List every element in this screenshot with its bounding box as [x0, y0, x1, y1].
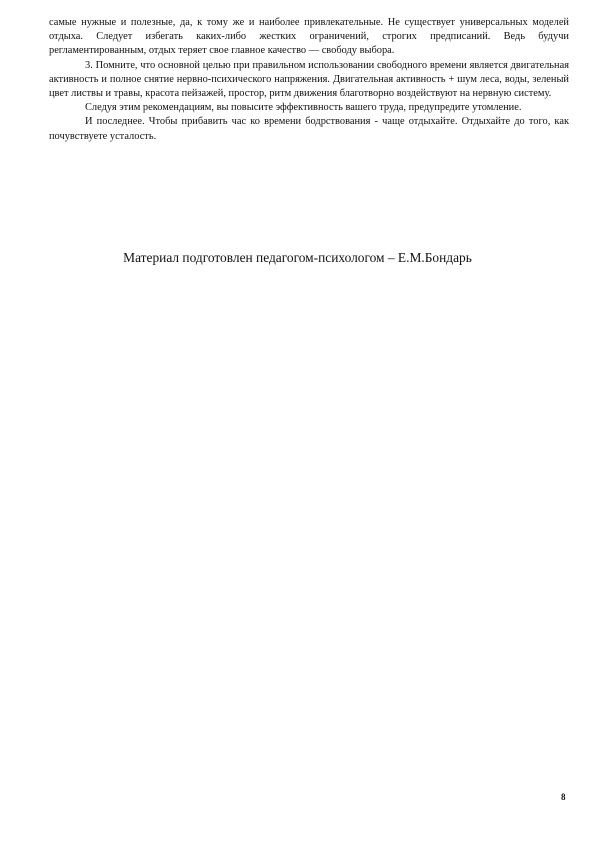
paragraph-final-advice: И последнее. Чтобы прибавить час ко времени бодрствования - чаще отдыхайте. Отдыхайте до того, как почувствуете усталость. — [49, 116, 569, 142]
page-number: 8 — [561, 792, 566, 802]
author-signature: Материал подготовлен педагогом-психологом – Е.М.Бондарь — [123, 250, 472, 265]
paragraph-continuation: самые нужные и полезные, да, к тому же и наиболее привлекательные. Не существует универсальных моделей отдыха. Следует избегать каких-либо жестких ограничений, строгих предписаний. Ведь будучи регламентированным, отдых теряет свое главное качество — свободу выбора. — [49, 17, 569, 57]
body-text — [49, 16, 569, 144]
paragraph-tip-3: 3. Помните, что основной целью при правильном использовании свободного времени является двигательная активность и полное снятие нервно-психического напряжения. Двигательная активность + шум леса, воды, зеленый цвет листвы и травы, красота пейзажей, простор, ритм движения благотворно воздействуют на нервную систему. — [49, 59, 569, 100]
paragraph-recommendations: Следуя этим рекомендациям, вы повысите эффективность вашего труда, предупредите утомление. — [85, 102, 522, 114]
